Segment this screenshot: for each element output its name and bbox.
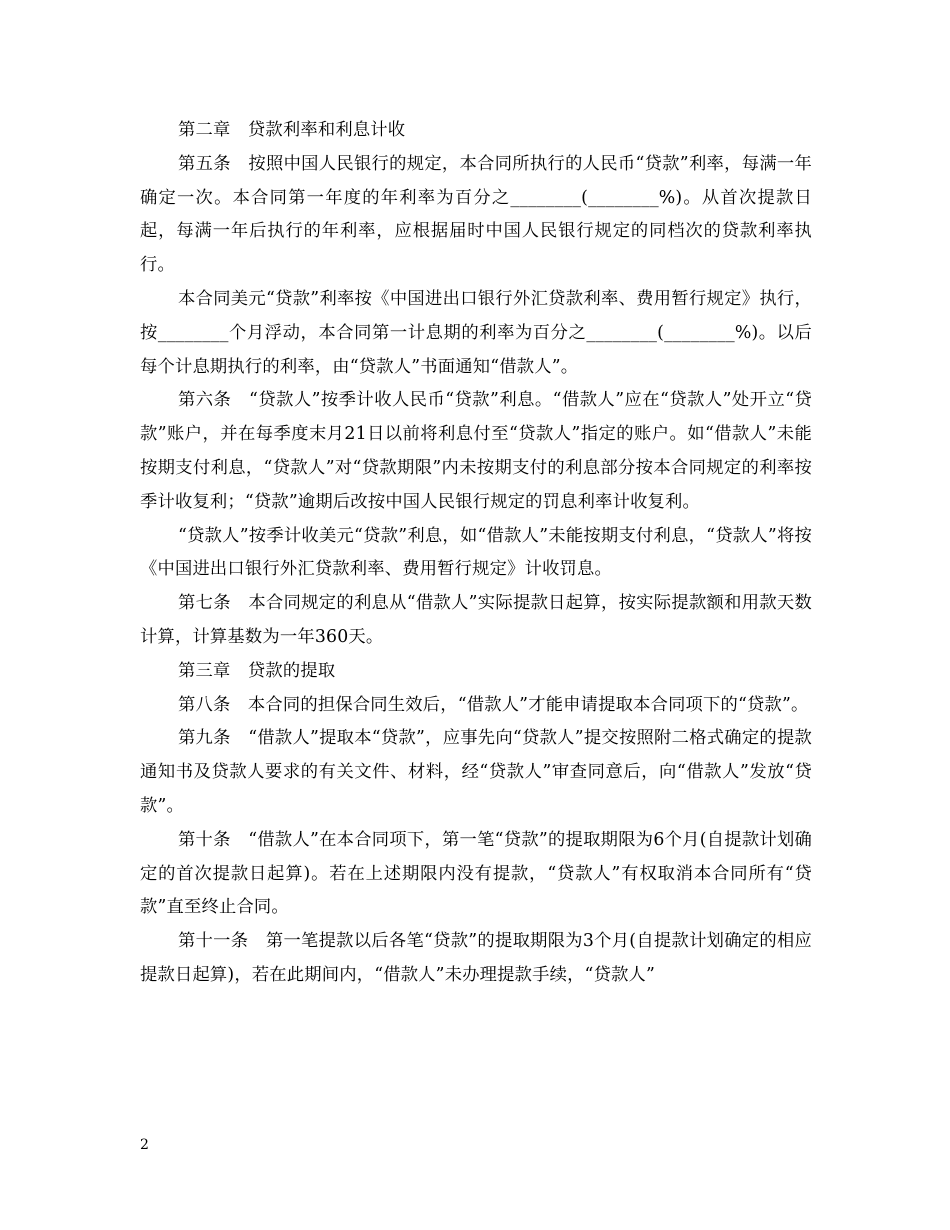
article-9: 第九条 “借款人”提取本“贷款”，应事先向“贷款人”提交按照附二格式确定的提款通知书及贷款人要求的有关文件、材料，经“贷款人”审查同意后，向“借款人”发放“贷款”。 xyxy=(140,728,812,816)
article-6-usd-interest: “贷款人”按季计收美元“贷款”利息，如“借款人”未能按期支付利息，“贷款人”将按《中国进出口银行外汇贷款利率、费用暂行规定》计收罚息。 xyxy=(140,525,812,580)
chapter-heading-2: 第二章 贷款利率和利息计收 xyxy=(178,120,406,140)
article-11: 第十一条 第一笔提款以后各笔“贷款”的提取期限为3个月(自提款计划确定的相应提款日起算)，若在此期间内，“借款人”未办理提款手续，“贷款人” xyxy=(140,931,812,985)
article-10: 第十条 “借款人”在本合同项下，第一笔“贷款”的提取期限为6个月(自提款计划确定的首次提款日起算)。若在上述期限内没有提款，“贷款人”有权取消本合同所有“贷款”直至终止合同。 xyxy=(140,829,812,918)
article-6: 第六条 “贷款人”按季计收人民币“贷款”利息。“借款人”应在“贷款人”处开立“贷款”账户，并在每季度末月21日以前将利息付至“贷款人”指定的账户。如“借款人”未能按期支付利息，“贷款人”对“贷款期限”内未按期支付的利息部分按本合同规定的利率按季计收复利；“贷款”逾期后改按中国人民银行规定的罚息利率计收复利。 xyxy=(140,390,812,512)
article-5: 第五条 按照中国人民银行的规定，本合同所执行的人民币“贷款”利率，每满一年确定一次。本合同第一年度的年利率为百分之________(________%)。从首次提款日起，每满一年后执行的年利率，应根据届时中国人民银行规定的同档次的贷款利率执行。 xyxy=(140,153,812,276)
article-8: 第八条 本合同的担保合同生效后，“借款人”才能申请提取本合同项下的“贷款”。 xyxy=(178,694,809,715)
chapter-heading-3: 第三章 贷款的提取 xyxy=(178,660,336,681)
document-body xyxy=(140,114,812,993)
article-5-usd-rate: 本合同美元“贷款”利率按《中国进出口银行外汇贷款利率、费用暂行规定》执行，按________个月浮动，本合同第一计息期的利率为百分之________(________%)。以后每个计息期执行的利率，由“贷款人”书面通知“借款人”。 xyxy=(140,288,812,377)
article-7: 第七条 本合同规定的利息从“借款人”实际提款日起算，按实际提款额和用款天数计算，计算基数为一年360天。 xyxy=(140,593,812,647)
page-number: 2 xyxy=(140,1137,149,1153)
